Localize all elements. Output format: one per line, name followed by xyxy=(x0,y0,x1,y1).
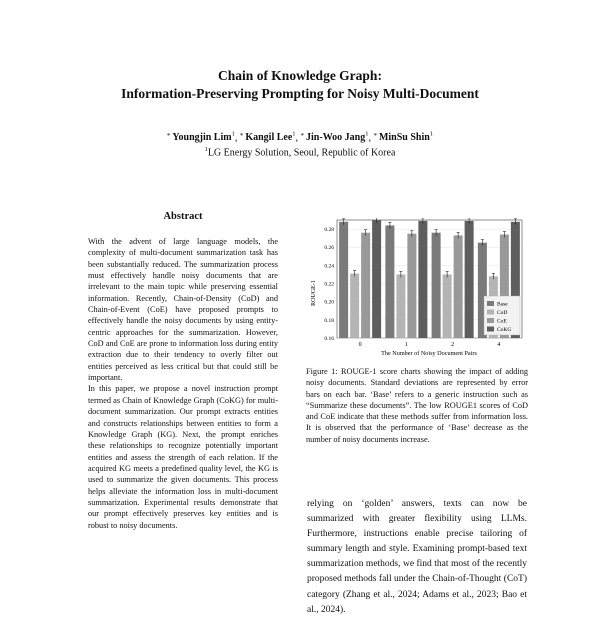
abstract-paragraph-2: In this paper, we propose a novel instruction prompt termed as Chain of Knowledge Graph (CoKG) for multi-document summarization. Our prompt extracts entities and constructs relationships between entities to form a Knowledge Graph (KG). Next, the prompt enriches these relationships to recognize potentially important entities and assess the strength of each relation. If the acquired KG meets a predefined quality level, the KG is used to summarize the given documents. This process helps alleviate the information loss in multi-document summarization. Experimental results demonstrate that our prompt effectively preserves key entities and is robust to noisy documents. xyxy=(88,384,278,530)
x-tick-label: 0 xyxy=(358,342,362,348)
affiliation xyxy=(0,143,600,160)
legend-label-cod: CoD xyxy=(497,310,508,316)
abstract-paragraph-1: With the advent of large language models, the complexity of multi-document summarization task has been substantially reduced. The summarization process must effectively handle noisy documents that are irrelevant to the main topic while preserving essential information. Recently, Chain-of-Density (CoD) and Chain-of-Event (CoE) have proposed prompts to effectively handle the noisy documents by using entity-centric approaches for the summarization. However, CoD and CoE are prone to information loss during entity extraction due to their tendency to overly filter out entities perceived as less critical but that could still be important. xyxy=(88,237,278,383)
bar-cokg-0 xyxy=(372,220,381,338)
author-2: * Kangil Lee$^1$ xyxy=(239,131,296,144)
legend-label-coe: CoE xyxy=(497,318,507,325)
chart-x-label: The Number of Noisy Document Pairs xyxy=(381,350,477,357)
bar-cokg-2 xyxy=(465,221,474,338)
figure-caption: Figure 1: ROUGE-1 score charts showing the impact of adding noisy documents. Standard deviations are represented by error bars on each bar. ‘Base’ refers to a generic instruction such as “Summarize these documents”. The low ROUGE1 scores of CoD and CoE indicate that these methods suffer from information loss. It is observed that the performance of ‘Base’ decrease as the number of noisy documents increase. xyxy=(306,367,528,444)
x-tick-label: 1 xyxy=(404,342,408,348)
paper-title-line2: Information-Preserving Prompting for Noisy Multi-Document xyxy=(121,86,479,101)
bar-coe-0 xyxy=(361,233,370,338)
author-4: * MinSu Shin$^1$ xyxy=(373,131,434,144)
y-tick-label: 0.28 xyxy=(324,227,334,234)
chart-y-label: ROUGE-1 xyxy=(311,280,317,306)
author-3: * Jin-Woo Jang$^1$ xyxy=(300,131,369,144)
y-tick-label: 0.24 xyxy=(324,263,334,270)
bar-cod-1 xyxy=(396,274,405,338)
bar-coe-1 xyxy=(407,234,416,338)
affiliation-number: 1 xyxy=(204,146,208,153)
y-tick-label: 0.22 xyxy=(324,281,334,288)
bar-cod-0 xyxy=(350,274,359,338)
chart-legend xyxy=(484,296,520,335)
chart-x-ticks xyxy=(359,342,501,348)
legend-label-cokg: CoKG xyxy=(497,327,512,333)
legend-label-base: Base xyxy=(497,301,508,308)
bar-coe-2 xyxy=(454,235,463,338)
y-tick-label: 0.18 xyxy=(324,317,334,324)
rouge-bar-chart xyxy=(306,218,526,358)
bar-base-2 xyxy=(432,233,441,338)
abstract-heading: Abstract xyxy=(163,211,203,222)
x-tick-label: 4 xyxy=(497,342,501,348)
y-tick-label: 0.26 xyxy=(324,245,334,252)
legend-swatch-coe xyxy=(487,318,494,323)
chart-y-ticks xyxy=(324,227,334,342)
bar-base-0 xyxy=(339,222,348,338)
legend-swatch-cokg xyxy=(487,327,494,332)
affiliation-text: LG Energy Solution, Seoul, Republic of Korea xyxy=(207,147,396,159)
bar-base-1 xyxy=(385,225,394,338)
y-tick-label: 0.16 xyxy=(324,336,334,342)
y-tick-label: 0.20 xyxy=(324,299,334,306)
bar-cod-2 xyxy=(443,274,452,338)
paper-title-line1: Chain of Knowledge Graph: xyxy=(218,68,382,83)
author-1: * Youngjin Lim$^1$ xyxy=(166,131,235,144)
x-tick-label: 2 xyxy=(451,342,455,348)
legend-swatch-cod xyxy=(487,310,494,315)
abstract-body xyxy=(88,236,278,531)
bar-cokg-1 xyxy=(418,221,427,338)
legend-swatch-base xyxy=(487,301,494,306)
right-column-text: relying on ‘golden’ answers, texts can now be summarized with greater flexibility using LLMs. Furthermore, instructions enable precise tailoring of summary length and style. Examining prompt-based text summarization methods, we find that most of the recently proposed methods fall under the Chain-of-Thought (CoT) category (Zhang et al., 2024; Adams et al., 2023; Bao et al., 2024). xyxy=(307,499,527,615)
author-list: * Youngjin Lim$^1$, * Kangil Lee$^1$, * Jin-Woo Jang$^1$, * MinSu Shin$^1$ xyxy=(166,131,434,144)
